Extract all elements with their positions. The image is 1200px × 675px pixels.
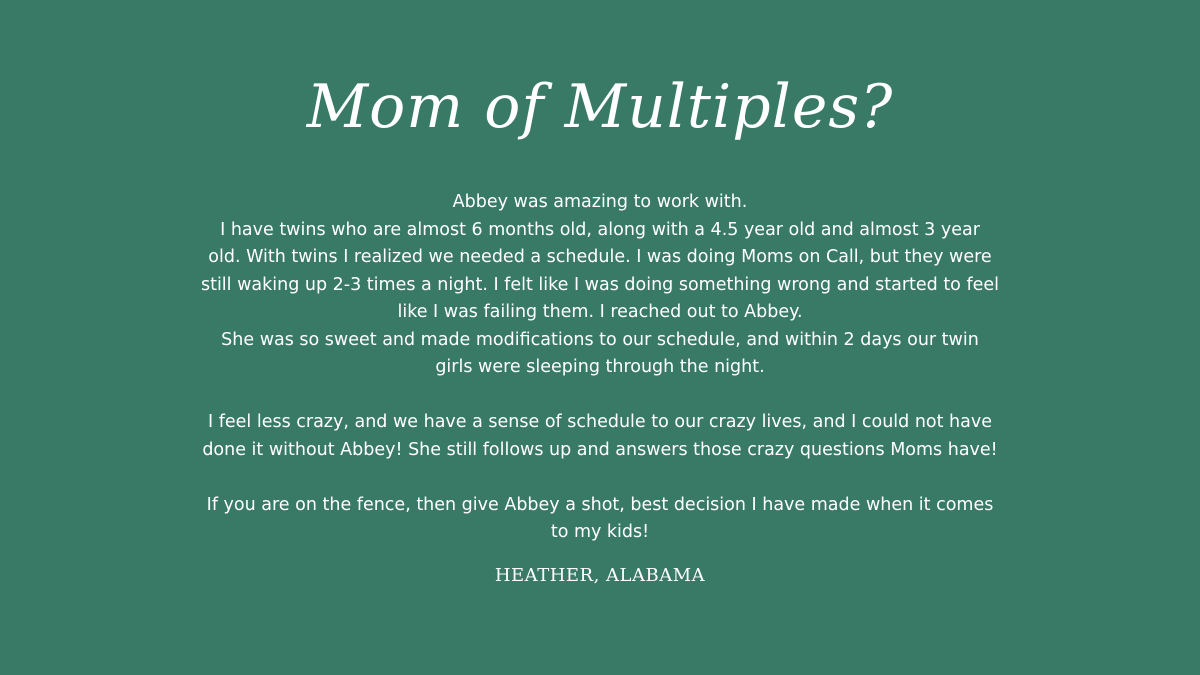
testimonial-line: I feel less crazy, and we have a sense of schedule to our crazy lives, and I could not have [208,412,992,432]
testimonial-line: still waking up 2-3 times a night. I felt like I was doing something wrong and started to feel [200,274,1000,295]
testimonial-line: old. With twins I realized we needed a schedule. I was doing Moms on Call, but they were [208,247,992,267]
testimonial-line: girls were sleeping through the night. [435,357,765,377]
testimonial-paragraph-3 [150,492,1050,547]
testimonial-paragraph-1 [150,189,1050,382]
testimonial-line: like I was failing them. I reached out to Abbey. [397,302,803,322]
testimonial-line: I have twins who are almost 6 months old, along with a 4.5 year old and almost 3 year [220,219,980,240]
testimonial-line: to my kids! [550,522,650,542]
testimonial-paragraph-2 [150,409,1050,464]
testimonial-title: Mom of Multiples? [306,72,894,142]
testimonial-line: Abbey was amazing to work with. [452,192,748,212]
testimonial-body [150,189,1050,547]
testimonial-line: She was so sweet and made modifications to our schedule, and within 2 days our twin [221,329,979,350]
testimonial-line: done it without Abbey! She still follows up and answers those crazy questions Moms have! [202,439,998,460]
testimonial-signature: HEATHER, ALABAMA [494,565,706,586]
testimonial-line: If you are on the fence, then give Abbey a shot, best decision I have made when it comes [206,494,994,515]
